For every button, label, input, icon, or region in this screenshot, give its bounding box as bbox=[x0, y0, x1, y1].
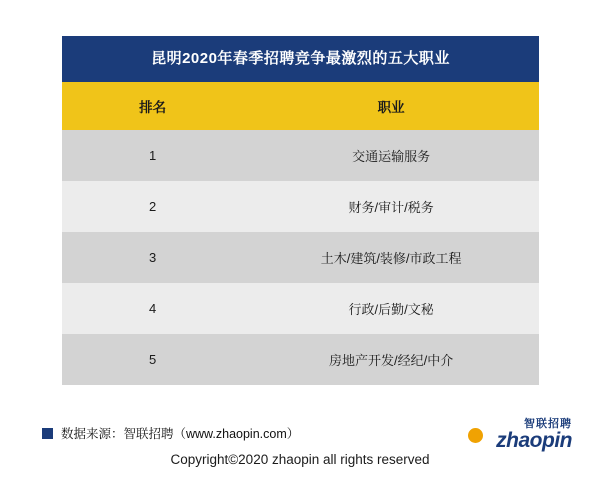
logo-dot-icon bbox=[468, 428, 483, 443]
table-row bbox=[62, 232, 539, 283]
cell-rank: 5 bbox=[62, 334, 243, 385]
table-row bbox=[62, 283, 539, 334]
cell-job: 行政/后勤/文秘 bbox=[243, 283, 539, 334]
copyright-text: Copyright©2020 zhaopin all rights reserved bbox=[170, 452, 430, 467]
cell-job: 土木/建筑/装修/市政工程 bbox=[243, 232, 539, 283]
column-header-job: 职业 bbox=[243, 82, 539, 130]
table-row bbox=[62, 130, 539, 181]
cell-rank: 4 bbox=[62, 283, 243, 334]
ranking-table bbox=[62, 82, 539, 385]
table-header-row bbox=[62, 82, 539, 130]
table-row bbox=[62, 181, 539, 232]
cell-rank: 3 bbox=[62, 232, 243, 283]
table-title: 昆明2020年春季招聘竞争最激烈的五大职业 bbox=[62, 36, 539, 82]
table-row bbox=[62, 334, 539, 385]
logo-chinese-text: 智联招聘 bbox=[524, 418, 572, 430]
bullet-square-icon bbox=[42, 428, 53, 439]
cell-rank: 1 bbox=[62, 130, 243, 181]
cell-job: 房地产开发/经纪/中介 bbox=[243, 334, 539, 385]
zhaopin-logo bbox=[460, 415, 572, 455]
cell-job: 交通运输服务 bbox=[243, 130, 539, 181]
data-source bbox=[42, 424, 299, 442]
column-header-rank: 排名 bbox=[62, 82, 243, 130]
cell-rank: 2 bbox=[62, 181, 243, 232]
ranking-table-container bbox=[62, 36, 539, 385]
data-source-text: 数据来源：智联招聘（www.zhaopin.com） bbox=[61, 427, 300, 441]
table-body bbox=[62, 130, 539, 385]
logo-english-text: zhaopin bbox=[496, 429, 572, 452]
table-head bbox=[62, 82, 539, 130]
cell-job: 财务/审计/税务 bbox=[243, 181, 539, 232]
